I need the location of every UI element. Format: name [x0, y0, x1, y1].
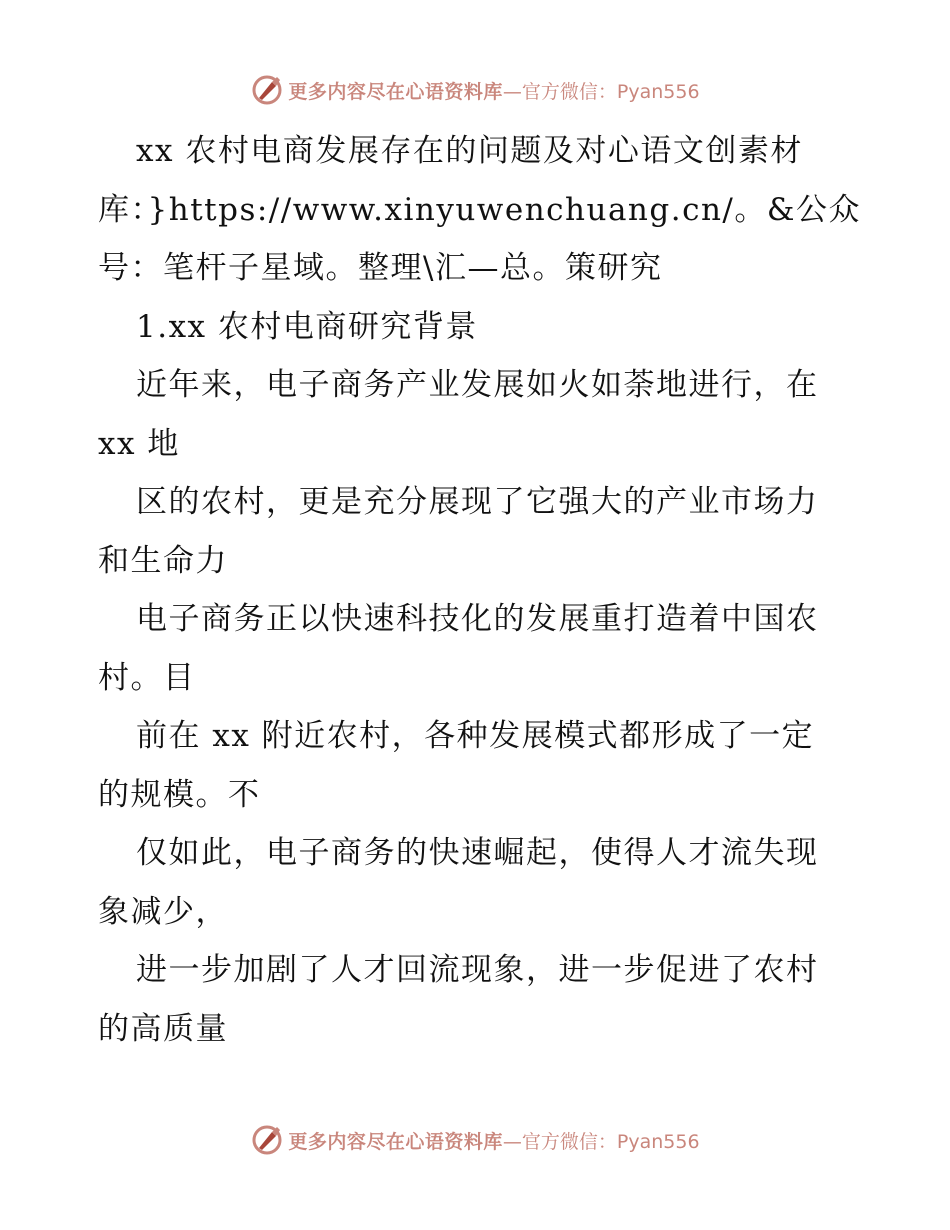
paragraph-line: 前在 xx 附近农村，各种发展模式都形成了一定	[136, 718, 815, 754]
document-body	[98, 122, 861, 1058]
banner-sub-text: —官方微信：Pyan556	[502, 1130, 700, 1153]
paragraph-line: 和生命力	[98, 542, 228, 579]
banner-main-text: 更多内容尽在心语资料库	[288, 80, 503, 103]
paragraph-line: xx 农村电商发展存在的问题及对心语文创素材	[136, 133, 803, 169]
footer-watermark-banner	[0, 1120, 950, 1160]
pen-nib-logo-icon	[250, 1123, 284, 1157]
paragraph-line: xx 地	[98, 425, 180, 462]
paragraph-line: 号：笔杆子星域。整理\汇—总。策研究	[98, 250, 663, 286]
paragraph-line: 近年来，电子商务产业发展如火如荼地进行，在	[136, 367, 819, 403]
paragraph-line: 象减少，	[98, 893, 228, 930]
paragraph-line: 仅如此，电子商务的快速崛起，使得人才流失现	[136, 835, 819, 871]
paragraph-line: 区的农村，更是充分展现了它强大的产业市场力	[136, 484, 819, 520]
section-heading: 1.xx 农村电商研究背景	[136, 308, 478, 345]
banner-sub-text: —官方微信：Pyan556	[502, 80, 700, 103]
paragraph-line: 库：}https://www.xinyuwenchuang.cn/。&公众	[98, 191, 861, 228]
paragraph-line: 电子商务正以快速科技化的发展重打造着中国农	[136, 601, 819, 637]
header-watermark-banner	[0, 70, 950, 110]
pen-nib-logo-icon	[250, 73, 284, 107]
paragraph-line: 村。目	[98, 659, 196, 696]
banner-main-text: 更多内容尽在心语资料库	[288, 1130, 503, 1153]
paragraph-line: 进一步加剧了人才回流现象，进一步促进了农村	[136, 952, 819, 988]
paragraph-line: 的高质量	[98, 1010, 228, 1047]
paragraph-line: 的规模。不	[98, 776, 261, 813]
